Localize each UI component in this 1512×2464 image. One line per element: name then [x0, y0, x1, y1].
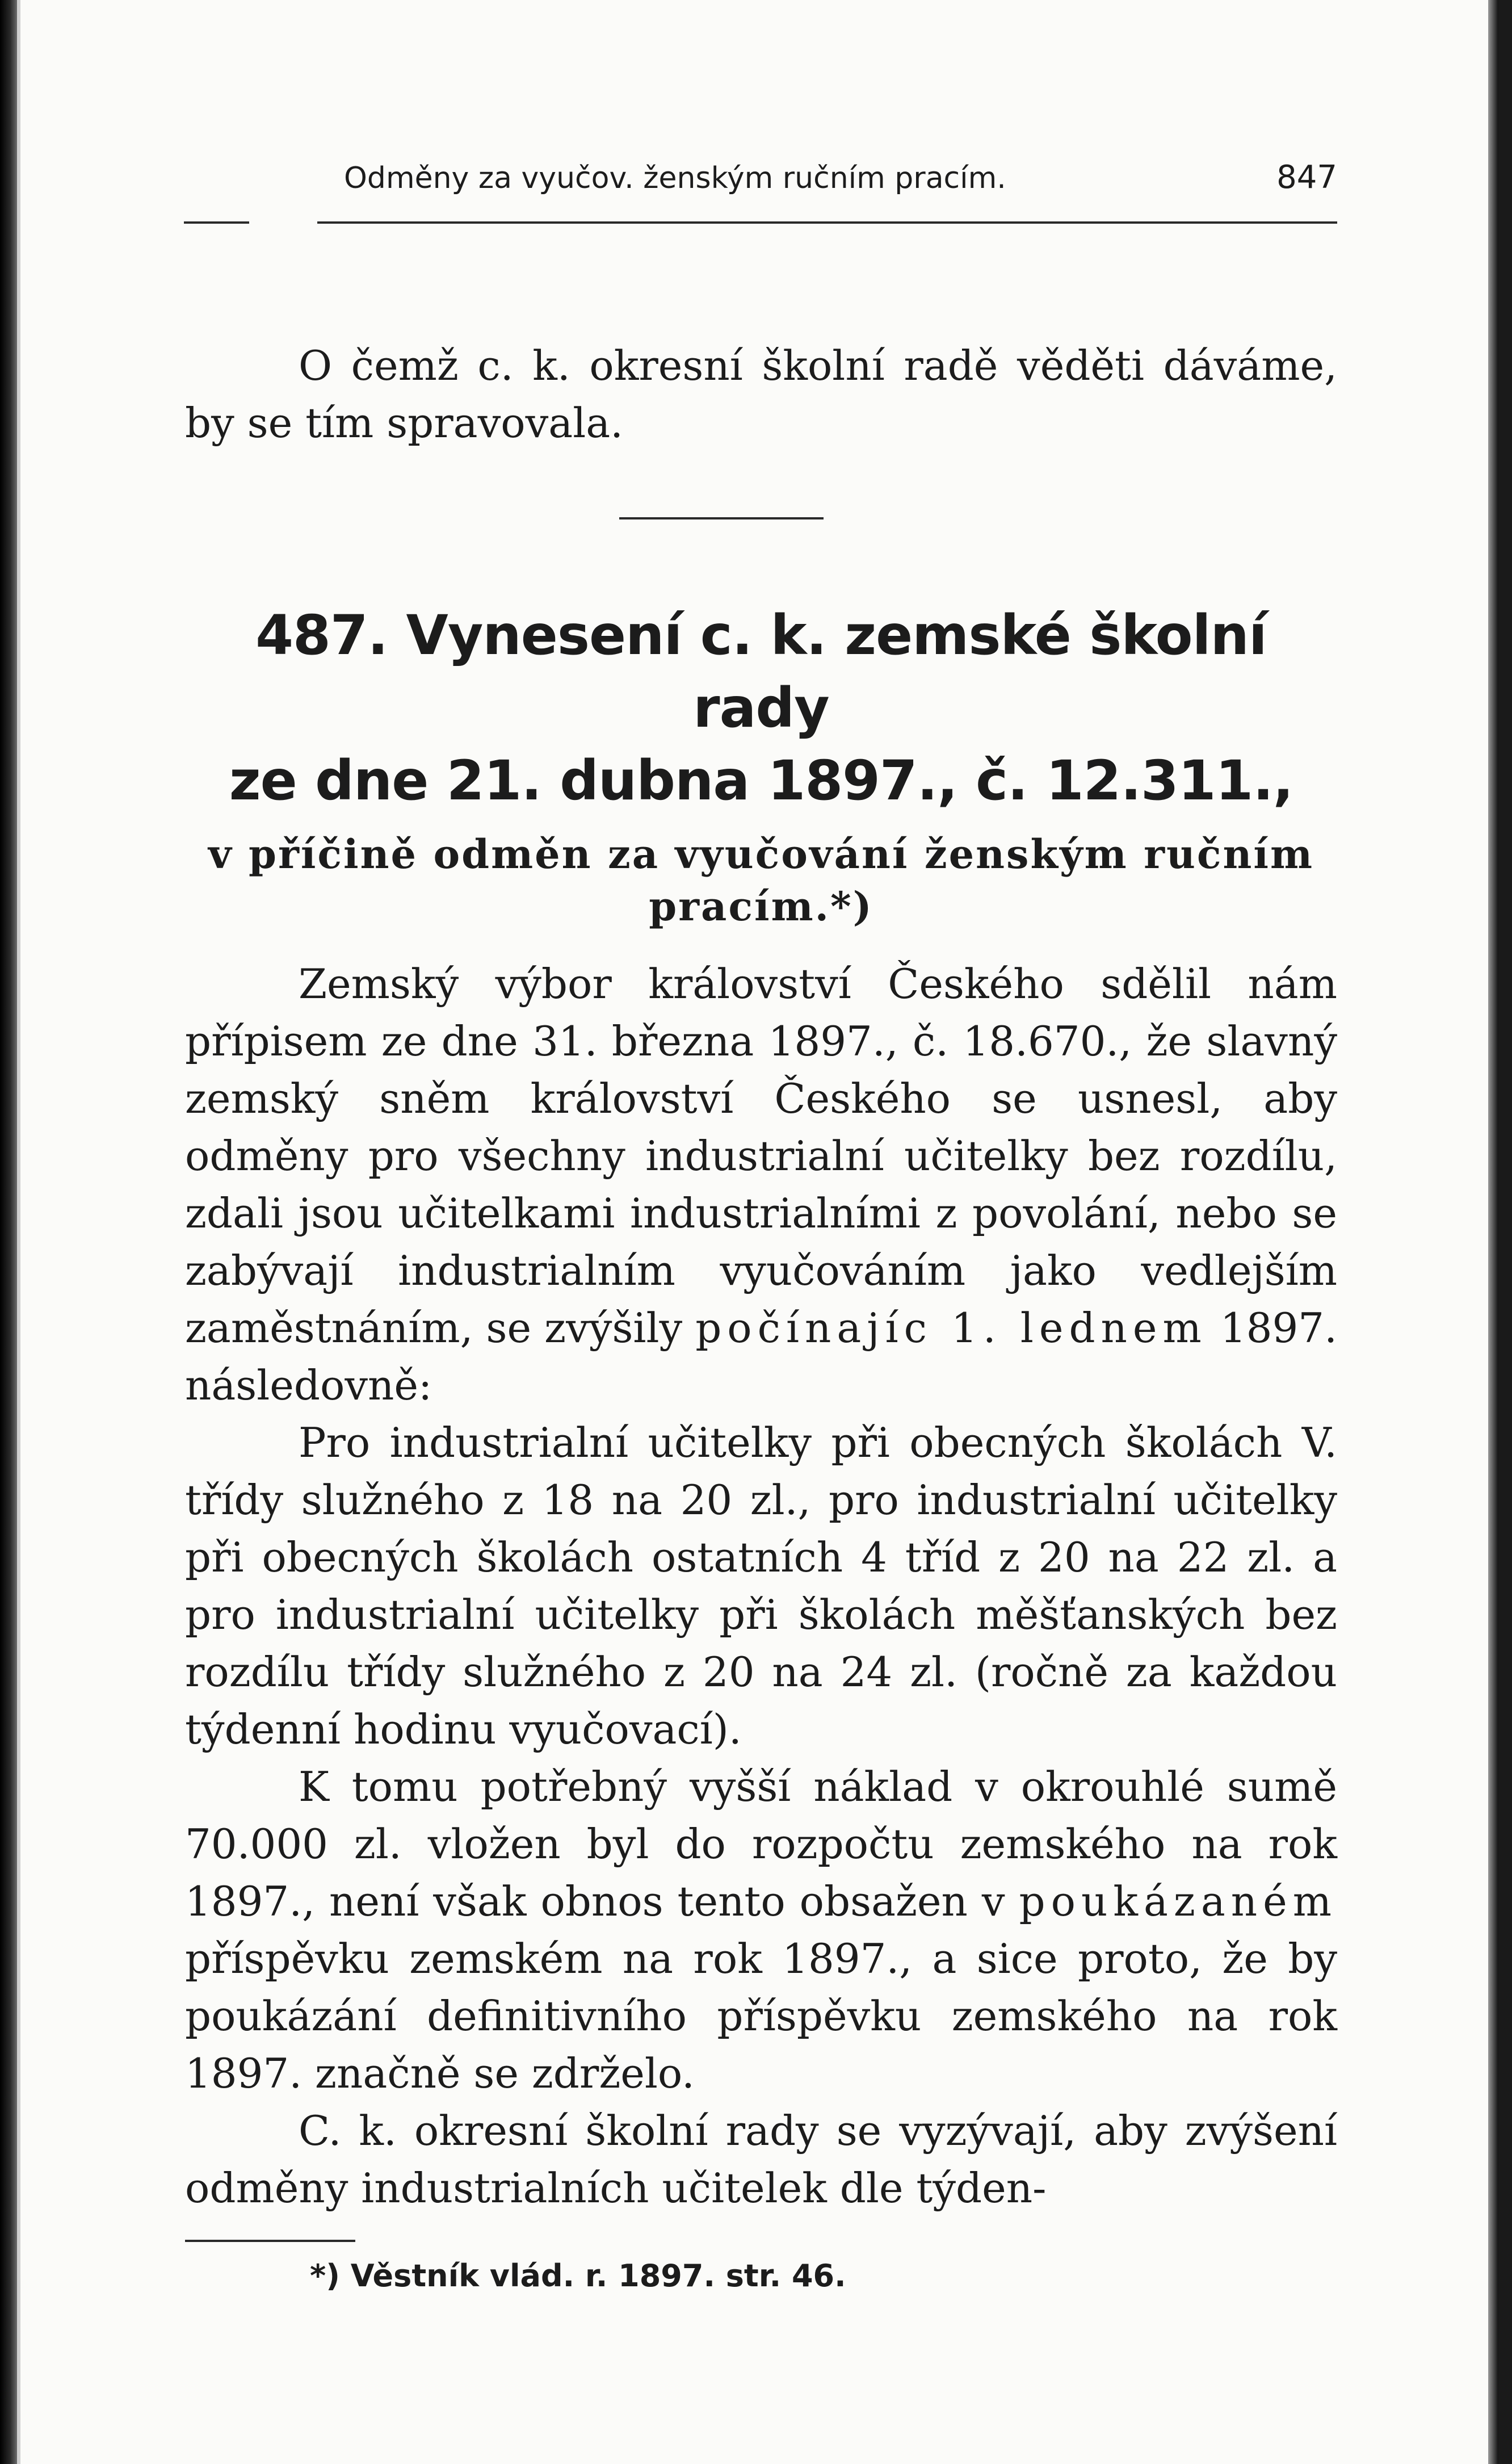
- paragraph-3-start: K tomu potřebný vyšší náklad v okrouhlé sumě 70.000 zl. vložen byl do rozpočtu zemského na rok 1897., není však obnos tento obsažen v: [185, 1763, 1337, 1925]
- footnote: *) Věstník vlád. r. 1897. str. 46.: [310, 2258, 846, 2294]
- section-title-line2: ze dne 21. dubna 1897., č. 12.311.,: [229, 749, 1293, 812]
- paragraph-2: Pro industrialní učitelky při obecných školách V. třídy služného z 18 na 20 zl., pro industrialní učitelky při obecných školách ostatních 4 tříd z 20 na 22 zl. a pro industrialní učitelky při školách měšťanských bez rozdílu třídy služného z 20 na 24 zl. (ročně za každou týdenní hodinu vyučovací).: [185, 1419, 1337, 1753]
- paragraph-3-end: příspěvku zemském na rok 1897., a sice proto, že by poukázání definitivního příspěvku zemského na rok 1897. značně se zdrželo.: [185, 1935, 1337, 2097]
- paragraph-1-spaced: počínajíc 1. lednem: [695, 1304, 1207, 1352]
- paragraph-1-start: Zemský výbor království Českého sdělil nám přípisem ze dne 31. března 1897., č. 18.670., že slavný zemský sněm království Českého se usnesl, aby odměny pro všechny industrialní učitelky bez rozdílu, zdali jsou učitelkami industrialními z povolání, nebo se zabývají industrialním vyučováním jako vedlejším zaměstnáním, se zvýšily: [185, 960, 1337, 1352]
- paragraph-3: [185, 1758, 1337, 2102]
- paragraph-1: [185, 956, 1337, 1414]
- scan-edge-right: [1488, 0, 1498, 2464]
- paragraph-4: C. k. okresní školní rady se vyzývají, aby zvýšení odměny industrialních učitelek dle týden-: [185, 2107, 1337, 2212]
- paragraph-3-spaced: poukázaném: [1019, 1878, 1337, 1925]
- section-title: [185, 599, 1337, 817]
- running-header: [185, 159, 1337, 204]
- paragraph-1-end: 1897. následovně:: [185, 1304, 1337, 1409]
- header-rule: [184, 221, 1337, 224]
- section-title-line1: 487. Vynesení c. k. zemské školní rady: [255, 604, 1267, 740]
- document-page: [17, 0, 1498, 2464]
- running-title: Odměny za vyučov. ženským ručním pracím.: [344, 161, 1006, 195]
- section-subtitle: v příčině odměn za vyučování ženským ručním pracím.*): [208, 831, 1314, 930]
- page-content: [185, 159, 1337, 2299]
- footnote-rule: [185, 2240, 355, 2242]
- intro-paragraph: O čemž c. k. okresní školní radě věděti dáváme, by se tím spravovala.: [185, 342, 1337, 447]
- scan-edge-left: [0, 0, 17, 2464]
- page-number: 847: [1276, 159, 1337, 196]
- section-divider: [619, 517, 824, 519]
